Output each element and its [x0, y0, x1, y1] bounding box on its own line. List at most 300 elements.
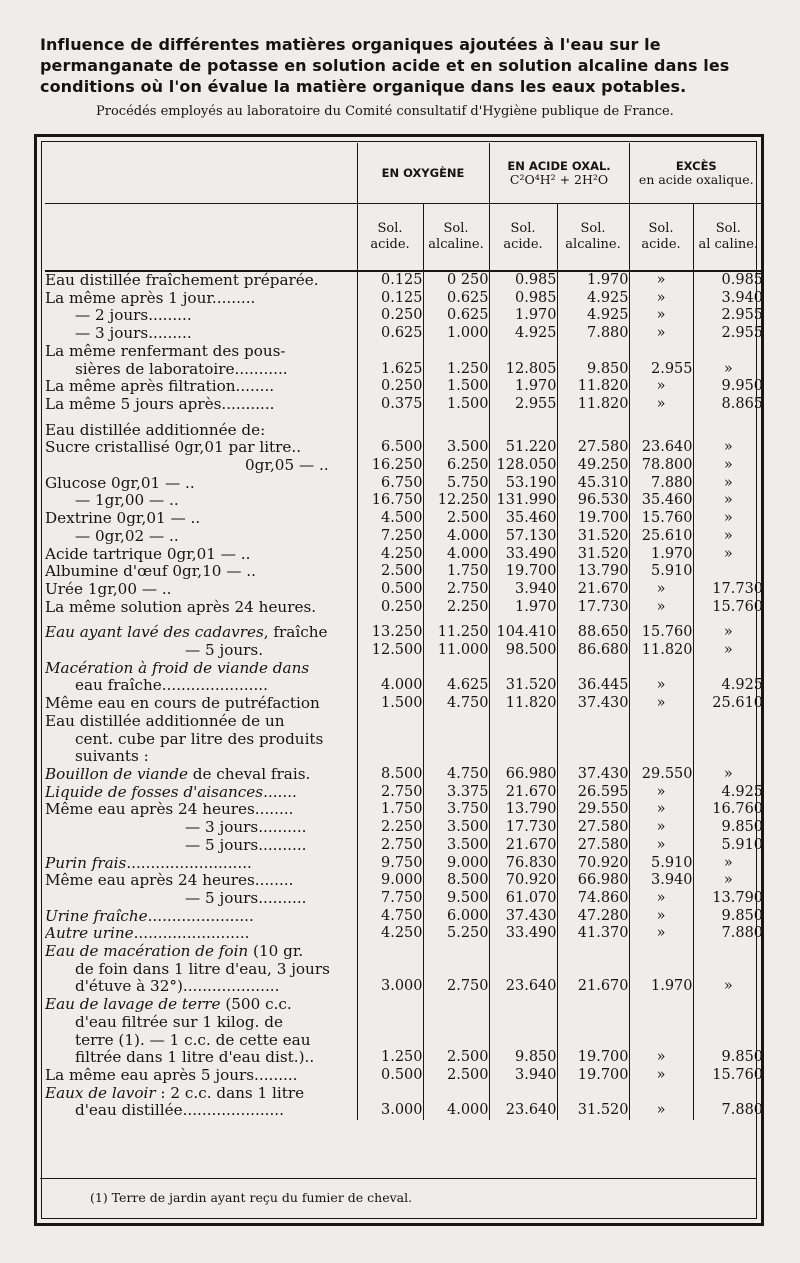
value-cell: 13.790 [557, 563, 629, 581]
value-cell: 2.750 [357, 784, 423, 802]
spacer-cell [423, 414, 489, 422]
table-row [45, 642, 763, 660]
value-cell [557, 660, 629, 678]
value-cell [357, 748, 423, 766]
value-cell: » [693, 361, 763, 379]
value-cell: 4.000 [423, 1102, 489, 1120]
value-cell: 1.500 [357, 695, 423, 713]
header-sub-label: acide. [503, 237, 543, 252]
value-cell [557, 748, 629, 766]
table-frame [34, 134, 764, 1226]
header-sub-label: alcaline. [428, 237, 484, 252]
value-cell: 4.750 [423, 695, 489, 713]
value-cell [357, 996, 423, 1014]
value-cell: 13.790 [693, 890, 763, 908]
value-cell [423, 343, 489, 361]
value-cell [357, 731, 423, 749]
value-cell [357, 422, 423, 440]
value-cell: » [693, 855, 763, 873]
italic-lead: Eau de macération de foin [45, 943, 249, 961]
spacer-cell [45, 414, 357, 422]
table-row [45, 1032, 763, 1050]
header-sub-col [693, 204, 763, 272]
value-cell [557, 343, 629, 361]
value-cell [357, 343, 423, 361]
header-sub-label: Sol. [648, 221, 674, 236]
spacer-cell [45, 616, 357, 624]
header-sub-label: Sol. [715, 221, 741, 236]
row-label: terre (1). — 1 c.c. de cette eau [75, 1031, 311, 1049]
value-cell: 0.125 [357, 271, 423, 290]
spacer-cell [629, 414, 693, 422]
value-cell [693, 943, 763, 961]
header-sub-label: acide. [641, 237, 681, 252]
value-cell: 51.220 [489, 439, 557, 457]
value-cell: » [629, 1067, 693, 1085]
value-cell: 9.000 [357, 872, 423, 890]
value-cell: 9.850 [557, 361, 629, 379]
value-cell: » [693, 528, 763, 546]
value-cell: 17.730 [557, 599, 629, 617]
header-exces-line2: en acide oxalique. [638, 172, 754, 187]
row-label: La même après filtration........ [45, 378, 275, 396]
value-cell: 15.760 [693, 599, 763, 617]
row-label: — 2 jours......... [75, 307, 192, 325]
value-cell [489, 660, 557, 678]
value-cell [629, 1085, 693, 1103]
value-cell [423, 731, 489, 749]
value-cell: 7.750 [357, 890, 423, 908]
value-cell [423, 660, 489, 678]
value-cell: 2.250 [423, 599, 489, 617]
header-sub-label: acide. [370, 237, 410, 252]
value-cell: 29.550 [557, 801, 629, 819]
header-sub-col [629, 204, 693, 272]
value-cell: 66.980 [557, 872, 629, 890]
value-cell: 37.430 [557, 766, 629, 784]
value-cell: » [693, 624, 763, 642]
italic-lead: Autre urine [45, 925, 134, 943]
value-cell [693, 996, 763, 1014]
value-cell [629, 1014, 693, 1032]
table-row [45, 731, 763, 749]
spacer-cell [693, 616, 763, 624]
spacer-cell [489, 616, 557, 624]
row-label: Albumine d'œuf 0gr,10 — .. [45, 563, 256, 581]
table-row [45, 343, 763, 361]
row-label: cent. cube par litre des produits [75, 730, 324, 748]
value-cell: » [629, 925, 693, 943]
table-row [45, 378, 763, 396]
value-cell [557, 422, 629, 440]
value-cell: 12.500 [357, 642, 423, 660]
value-cell: » [629, 271, 693, 290]
row-label: Eau distillée fraîchement préparée. [45, 271, 319, 289]
value-cell [489, 343, 557, 361]
value-cell [423, 943, 489, 961]
value-cell: 31.520 [489, 677, 557, 695]
footnote-rule [40, 1178, 756, 1179]
value-cell: 4.250 [357, 546, 423, 564]
value-cell: 0.250 [357, 599, 423, 617]
value-cell: 4.000 [357, 677, 423, 695]
row-label: — 5 jours. [185, 642, 264, 660]
value-cell [557, 996, 629, 1014]
value-cell: 11.820 [489, 695, 557, 713]
table-row [45, 996, 763, 1014]
value-cell [693, 731, 763, 749]
value-cell: 1.970 [489, 307, 557, 325]
value-cell: 5.250 [423, 925, 489, 943]
value-cell [693, 422, 763, 440]
row-label: 0gr,05 — .. [245, 457, 329, 475]
value-cell: 5.750 [423, 475, 489, 493]
table-row [45, 325, 763, 343]
value-cell [423, 422, 489, 440]
row-label: Eau distillée additionnée de: [45, 421, 266, 439]
value-cell: 4.500 [357, 510, 423, 528]
value-cell: 19.700 [557, 1067, 629, 1085]
value-cell: 25.610 [629, 528, 693, 546]
value-cell: 1.250 [423, 361, 489, 379]
value-cell: 9.850 [489, 1049, 557, 1067]
value-cell [423, 996, 489, 1014]
value-cell: » [629, 784, 693, 802]
row-label: eau fraîche...................... [75, 677, 268, 695]
value-cell: 11.820 [629, 642, 693, 660]
table-row [45, 1067, 763, 1085]
value-cell: » [693, 978, 763, 996]
row-label: Eau de macération de foin (10 gr. [45, 943, 304, 961]
table-row [45, 563, 763, 581]
value-cell: 4.750 [423, 766, 489, 784]
value-cell: 88.650 [557, 624, 629, 642]
value-cell: 8.865 [693, 396, 763, 414]
value-cell: » [629, 695, 693, 713]
value-cell [489, 1014, 557, 1032]
value-cell: 12.250 [423, 492, 489, 510]
value-cell: » [629, 290, 693, 308]
header-exces-line1: EXCÈS [675, 159, 717, 173]
value-cell [423, 961, 489, 979]
row-label: Eau ayant lavé des cadavres, fraîche [45, 624, 328, 642]
row-label: Macération à froid de viande dans [45, 659, 310, 677]
value-cell: 2.500 [423, 1049, 489, 1067]
header-oxygene [357, 143, 489, 204]
table-row [45, 510, 763, 528]
value-cell: 12.805 [489, 361, 557, 379]
value-cell: 16.760 [693, 801, 763, 819]
value-cell: 37.430 [489, 908, 557, 926]
italic-lead: Eaux de lavoir [45, 1084, 156, 1102]
value-cell: » [629, 599, 693, 617]
header-sub-label: Sol. [443, 221, 469, 236]
value-cell: 104.410 [489, 624, 557, 642]
value-cell: 2.500 [357, 563, 423, 581]
table-row [45, 908, 763, 926]
header-sub-label: Sol. [580, 221, 606, 236]
value-cell: 1.500 [423, 396, 489, 414]
header-oxal [489, 143, 629, 204]
value-cell: 128.050 [489, 457, 557, 475]
value-cell: 1.625 [357, 361, 423, 379]
row-label: Liquide de fosses d'aisances....... [45, 783, 297, 801]
value-cell: 1.970 [557, 271, 629, 290]
value-cell: 17.730 [693, 581, 763, 599]
value-cell: 7.880 [693, 925, 763, 943]
table-row [45, 1014, 763, 1032]
value-cell: » [629, 307, 693, 325]
value-cell: 0.625 [423, 307, 489, 325]
value-cell: 2.955 [629, 361, 693, 379]
value-cell: 4.925 [557, 290, 629, 308]
value-cell: » [693, 439, 763, 457]
table-row [45, 475, 763, 493]
value-cell [693, 961, 763, 979]
value-cell: 27.580 [557, 439, 629, 457]
value-cell [693, 748, 763, 766]
value-cell: » [629, 1049, 693, 1067]
value-cell [557, 1014, 629, 1032]
header-sub-col [357, 204, 423, 272]
value-cell: 9.850 [693, 908, 763, 926]
value-cell: 27.580 [557, 837, 629, 855]
value-cell: 4.750 [357, 908, 423, 926]
value-cell [629, 943, 693, 961]
value-cell: » [629, 396, 693, 414]
row-label: Acide tartrique 0gr,01 — .. [45, 545, 251, 563]
value-cell: 23.640 [489, 1102, 557, 1120]
table-row [45, 677, 763, 695]
row-label: Urine fraîche...................... [45, 907, 254, 925]
value-cell: 1.000 [423, 325, 489, 343]
value-cell: 13.790 [489, 801, 557, 819]
value-cell [629, 996, 693, 1014]
table-row [45, 925, 763, 943]
header-exces [629, 143, 763, 204]
row-label: d'étuve à 32°).................... [75, 978, 280, 996]
value-cell: 7.880 [693, 1102, 763, 1120]
value-cell: 31.520 [557, 546, 629, 564]
value-cell: 27.580 [557, 819, 629, 837]
spacer-row [45, 616, 763, 624]
value-cell: 21.670 [557, 581, 629, 599]
value-cell: 9.850 [693, 1049, 763, 1067]
value-cell: 3.940 [489, 581, 557, 599]
value-cell: 19.700 [557, 1049, 629, 1067]
table-row [45, 801, 763, 819]
italic-lead: Urine fraîche [45, 907, 148, 925]
header-sub-col [557, 204, 629, 272]
table-row [45, 290, 763, 308]
row-label: Eaux de lavoir : 2 c.c. dans 1 litre [45, 1084, 305, 1102]
value-cell: 11.000 [423, 642, 489, 660]
table-row [45, 546, 763, 564]
value-cell: 4.925 [693, 784, 763, 802]
italic-lead: Bouillon de viande [45, 765, 188, 783]
value-cell: 0.250 [357, 378, 423, 396]
value-cell [629, 961, 693, 979]
value-cell: 21.670 [557, 978, 629, 996]
value-cell: 70.920 [489, 872, 557, 890]
spacer-cell [557, 414, 629, 422]
table-row [45, 695, 763, 713]
row-label: Autre urine........................ [45, 925, 250, 943]
value-cell: » [629, 890, 693, 908]
spacer-cell [489, 414, 557, 422]
page-subtitle: Procédés employés au laboratoire du Comité consultatif d'Hygiène publique de France. [96, 104, 674, 119]
value-cell: 57.130 [489, 528, 557, 546]
value-cell: 11.250 [423, 624, 489, 642]
value-cell: 2.250 [357, 819, 423, 837]
value-cell: 11.820 [557, 378, 629, 396]
value-cell: » [693, 492, 763, 510]
row-label: La même après 1 jour......... [45, 289, 256, 307]
value-cell: 49.250 [557, 457, 629, 475]
value-cell [693, 563, 763, 581]
table-row [45, 271, 763, 290]
value-cell: » [693, 642, 763, 660]
table-row [45, 1085, 763, 1103]
value-cell: 3.940 [629, 872, 693, 890]
row-label: d'eau filtrée sur 1 kilog. de [75, 1013, 284, 1031]
value-cell: 37.430 [557, 695, 629, 713]
value-cell [693, 343, 763, 361]
value-cell: 4.250 [357, 925, 423, 943]
row-label: Urée 1gr,00 — .. [45, 580, 172, 598]
value-cell: » [629, 837, 693, 855]
row-label: — 3 jours......... [75, 325, 192, 343]
row-label: La même 5 jours après........... [45, 395, 275, 413]
row-label: Purin frais.......................... [45, 854, 252, 872]
table-row [45, 660, 763, 678]
value-cell [489, 731, 557, 749]
italic-lead: Eau de lavage de terre [45, 996, 221, 1014]
value-cell: 0.250 [357, 307, 423, 325]
value-cell [629, 422, 693, 440]
value-cell: 0.625 [357, 325, 423, 343]
value-cell: 53.190 [489, 475, 557, 493]
value-cell [423, 748, 489, 766]
table-body [45, 271, 763, 1120]
spacer-cell [423, 616, 489, 624]
spacer-row [45, 414, 763, 422]
table-row [45, 581, 763, 599]
value-cell: 0 250 [423, 271, 489, 290]
value-cell: » [629, 325, 693, 343]
table-row [45, 837, 763, 855]
footnote: (1) Terre de jardin ayant reçu du fumier de cheval. [90, 1190, 413, 1205]
value-cell [629, 660, 693, 678]
value-cell [557, 943, 629, 961]
value-cell: » [693, 766, 763, 784]
value-cell: 3.500 [423, 439, 489, 457]
value-cell: 19.700 [489, 563, 557, 581]
value-cell: » [629, 908, 693, 926]
row-label: Même eau après 24 heures........ [45, 872, 294, 890]
table-row [45, 599, 763, 617]
value-cell: 16.250 [357, 457, 423, 475]
row-label: Eau de lavage de terre (500 c.c. [45, 996, 292, 1014]
value-cell: » [629, 378, 693, 396]
value-cell: 96.530 [557, 492, 629, 510]
row-label: — 0gr,02 — .. [75, 527, 179, 545]
value-cell: 74.860 [557, 890, 629, 908]
header-sub-blank [45, 204, 357, 272]
spacer-cell [629, 616, 693, 624]
value-cell: 13.250 [357, 624, 423, 642]
value-cell: » [693, 546, 763, 564]
value-cell [629, 713, 693, 731]
value-cell: 9.500 [423, 890, 489, 908]
value-cell: 35.460 [489, 510, 557, 528]
value-cell: 3.500 [423, 837, 489, 855]
value-cell: 2.500 [423, 510, 489, 528]
table-row [45, 784, 763, 802]
value-cell [423, 713, 489, 731]
value-cell: 98.500 [489, 642, 557, 660]
value-cell [489, 422, 557, 440]
value-cell [557, 1032, 629, 1050]
value-cell [693, 1085, 763, 1103]
value-cell [423, 1014, 489, 1032]
value-cell: 3.940 [693, 290, 763, 308]
table-row [45, 528, 763, 546]
value-cell: 3.000 [357, 1102, 423, 1120]
header-group-row [45, 143, 763, 204]
value-cell [489, 713, 557, 731]
spacer-cell [557, 616, 629, 624]
value-cell [357, 713, 423, 731]
value-cell: 1.500 [423, 378, 489, 396]
spacer-cell [693, 414, 763, 422]
row-label: de foin dans 1 litre d'eau, 3 jours [75, 960, 330, 978]
row-label: Eau distillée additionnée de un [45, 712, 285, 730]
value-cell: 0.375 [357, 396, 423, 414]
value-cell: 31.520 [557, 528, 629, 546]
value-cell: 35.460 [629, 492, 693, 510]
row-label: sières de laboratoire........... [75, 360, 288, 378]
table-row [45, 890, 763, 908]
value-cell: 6.000 [423, 908, 489, 926]
spacer-cell [357, 414, 423, 422]
value-cell: 1.250 [357, 1049, 423, 1067]
value-cell: 2.955 [693, 307, 763, 325]
value-cell [489, 1032, 557, 1050]
value-cell [489, 996, 557, 1014]
value-cell: 1.970 [629, 978, 693, 996]
value-cell: 17.730 [489, 819, 557, 837]
header-sub-label: Sol. [510, 221, 536, 236]
table-row [45, 766, 763, 784]
value-cell: 1.750 [423, 563, 489, 581]
value-cell: 9.850 [693, 819, 763, 837]
value-cell: 9.000 [423, 855, 489, 873]
value-cell: 9.750 [357, 855, 423, 873]
header-sub-label: Sol. [377, 221, 403, 236]
table-row [45, 422, 763, 440]
header-oxygene-label: EN OXYGÈNE [381, 166, 465, 180]
value-cell: 5.910 [629, 563, 693, 581]
italic-lead: Purin frais [45, 854, 127, 872]
table-row [45, 978, 763, 996]
value-cell: 5.910 [693, 837, 763, 855]
value-cell [557, 961, 629, 979]
value-cell [489, 748, 557, 766]
table-row [45, 1049, 763, 1067]
value-cell: 1.970 [629, 546, 693, 564]
table-row [45, 439, 763, 457]
